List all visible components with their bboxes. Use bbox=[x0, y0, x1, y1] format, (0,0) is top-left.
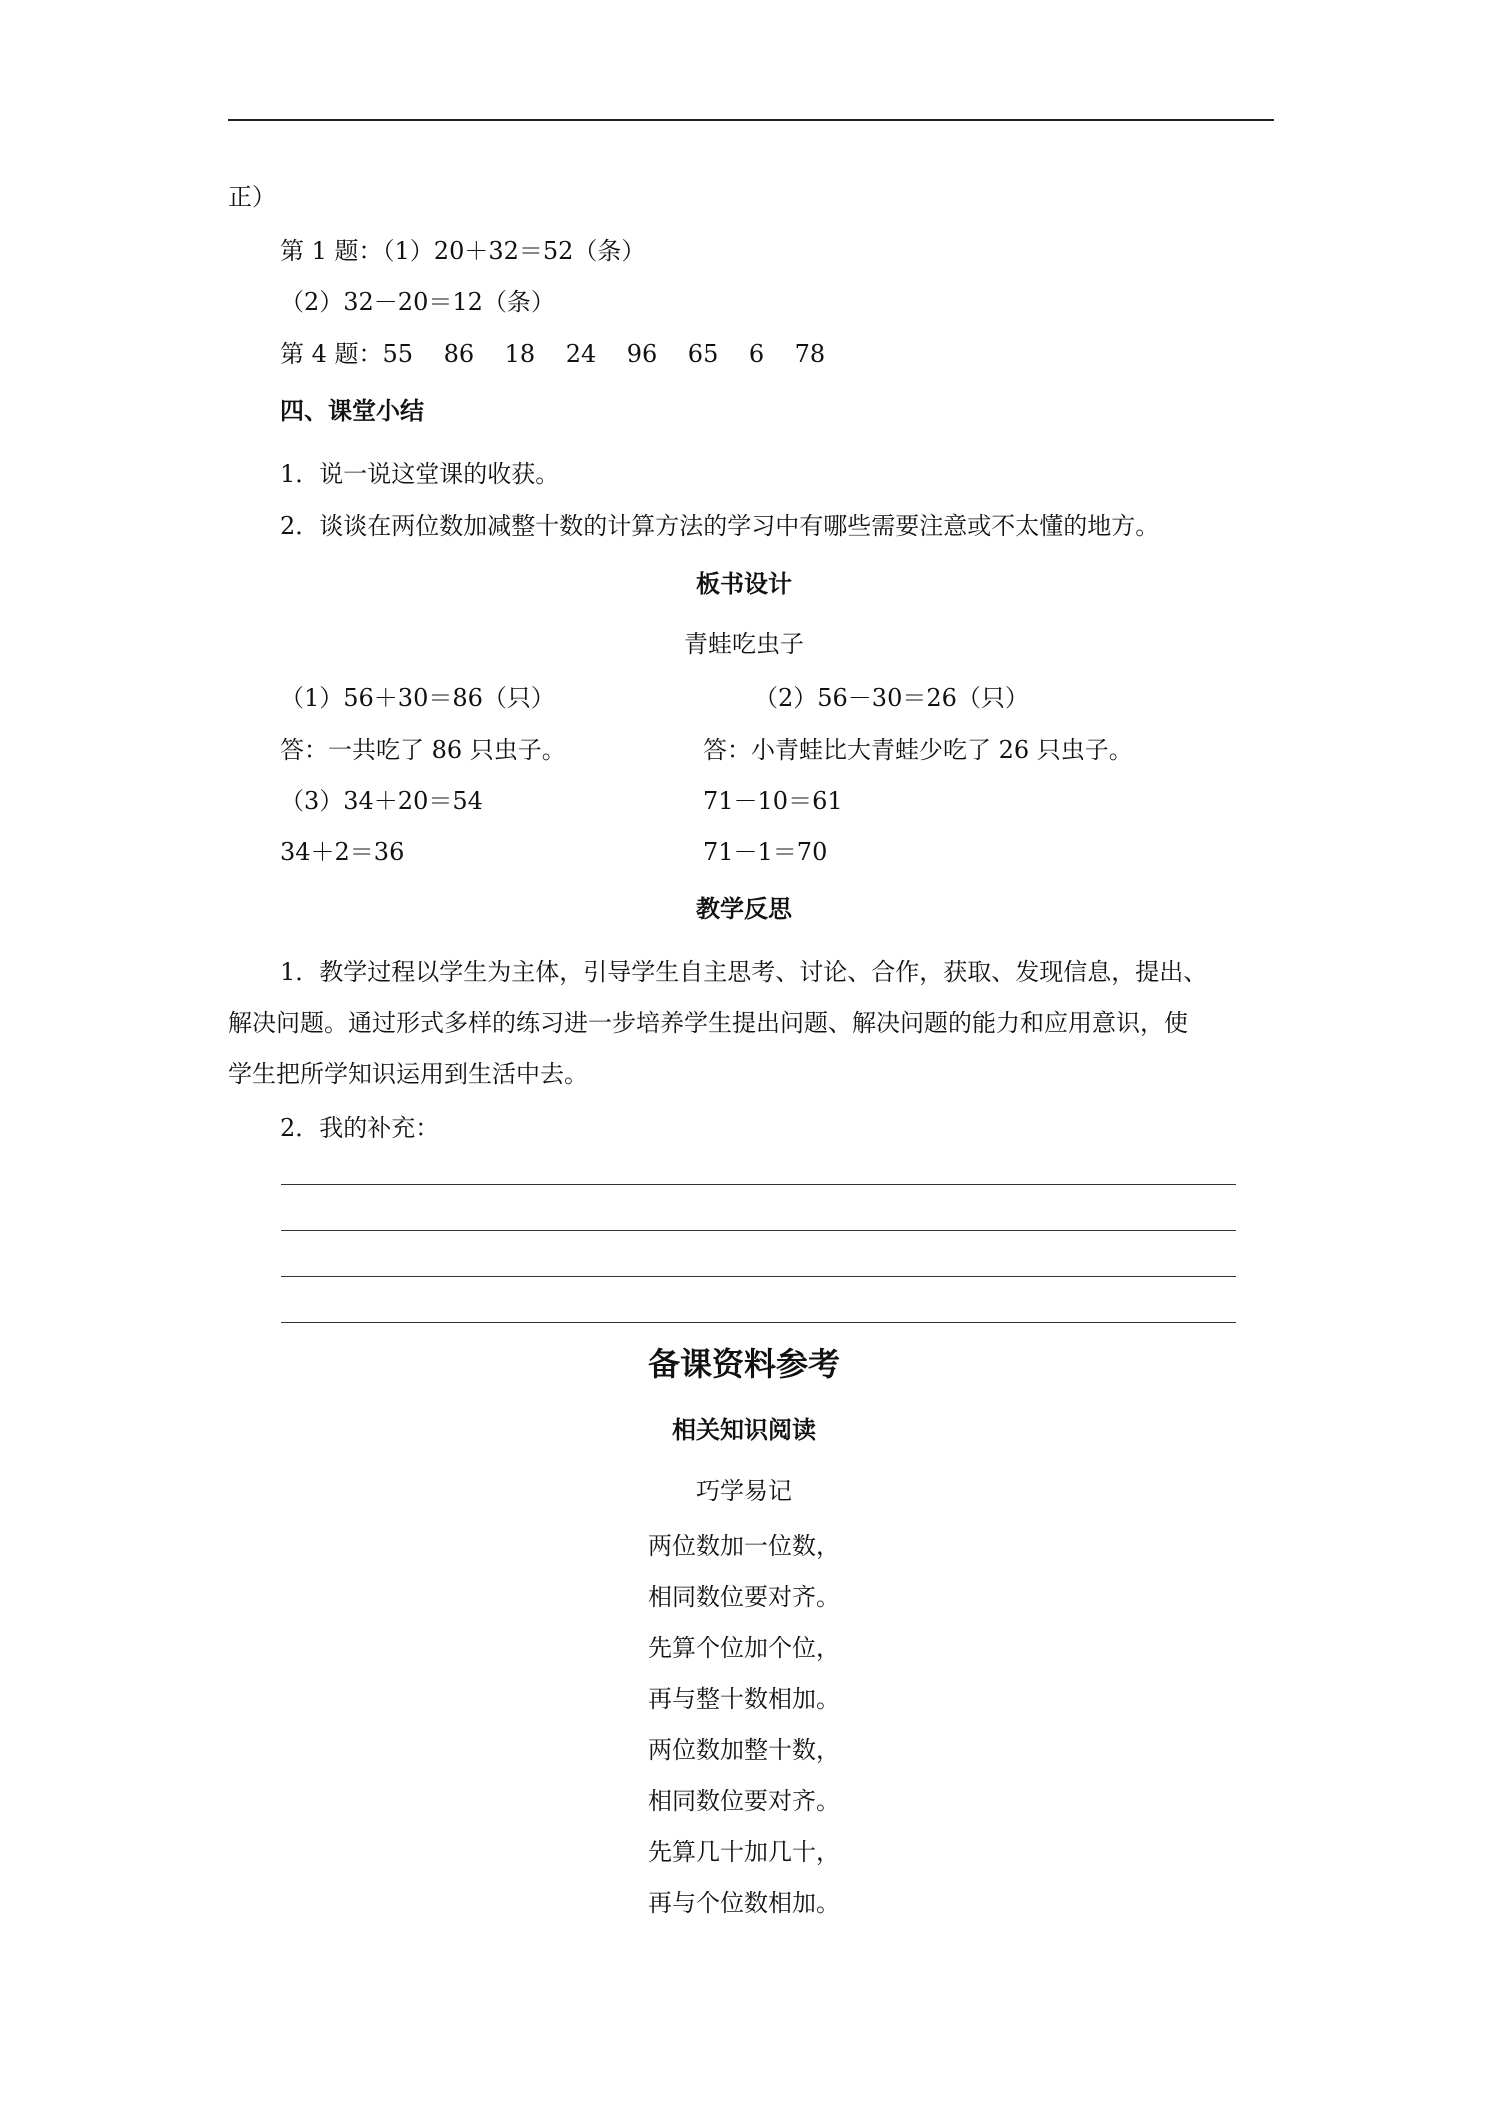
poem-line: 再与整十数相加。 bbox=[648, 1685, 840, 1713]
reflection-item-2: 2．我的补充： bbox=[280, 1114, 440, 1142]
blank-line bbox=[281, 1184, 1236, 1185]
reflection-para-line-2: 解决问题。通过形式多样的练习进一步培养学生提出问题、解决问题的能力和应用意识，使 bbox=[228, 1009, 1188, 1037]
continued-text: 正） bbox=[228, 183, 276, 211]
summary-item-2: 2．谈谈在两位数加减整十数的计算方法的学习中有哪些需要注意或不太懂的地方。 bbox=[280, 512, 1160, 540]
blank-line bbox=[281, 1322, 1236, 1323]
board-subtitle: 青蛙吃虫子 bbox=[684, 630, 804, 658]
poem-line: 两位数加一位数， bbox=[648, 1532, 840, 1560]
poem-line: 相同数位要对齐。 bbox=[648, 1787, 840, 1815]
poem-title: 巧学易记 bbox=[696, 1477, 792, 1505]
board-left-4: 34＋2＝36 bbox=[280, 838, 405, 866]
reflection-para-line-3: 学生把所学知识运用到生活中去。 bbox=[228, 1060, 588, 1088]
board-right-3: 71－10＝61 bbox=[703, 787, 843, 815]
poem-line: 先算几十加几十， bbox=[648, 1838, 840, 1866]
board-right-1: （2）56－30＝26（只） bbox=[754, 684, 1029, 712]
reflection-para-line-1: 1．教学过程以学生为主体，引导学生自主思考、讨论、合作，获取、发现信息，提出、 bbox=[280, 958, 1208, 986]
summary-heading: 四、课堂小结 bbox=[280, 397, 424, 425]
answer-q1-a: 第 1 题：（1）20＋32＝52（条） bbox=[280, 237, 646, 265]
header-rule bbox=[228, 119, 1274, 121]
board-right-4: 71－1＝70 bbox=[703, 838, 828, 866]
answer-q1-b: （2）32－20＝12（条） bbox=[280, 288, 555, 316]
blank-line bbox=[281, 1230, 1236, 1231]
poem-line: 再与个位数相加。 bbox=[648, 1889, 840, 1917]
poem-line: 两位数加整十数， bbox=[648, 1736, 840, 1764]
board-heading: 板书设计 bbox=[696, 570, 792, 598]
summary-item-1: 1．说一说这堂课的收获。 bbox=[280, 460, 560, 488]
answer-q4: 第 4 题：55 86 18 24 96 65 6 78 bbox=[280, 340, 826, 368]
poem-line: 相同数位要对齐。 bbox=[648, 1583, 840, 1611]
reference-title: 备课资料参考 bbox=[647, 1345, 840, 1383]
poem-line: 先算个位加个位， bbox=[648, 1634, 840, 1662]
board-left-3: （3）34＋20＝54 bbox=[280, 787, 483, 815]
blank-line bbox=[281, 1276, 1236, 1277]
reflection-heading: 教学反思 bbox=[696, 895, 792, 923]
reference-subheading: 相关知识阅读 bbox=[672, 1416, 816, 1444]
board-left-1: （1）56＋30＝86（只） bbox=[280, 684, 555, 712]
board-right-2: 答：小青蛙比大青蛙少吃了 26 只虫子。 bbox=[703, 736, 1133, 764]
board-left-2: 答：一共吃了 86 只虫子。 bbox=[280, 736, 566, 764]
